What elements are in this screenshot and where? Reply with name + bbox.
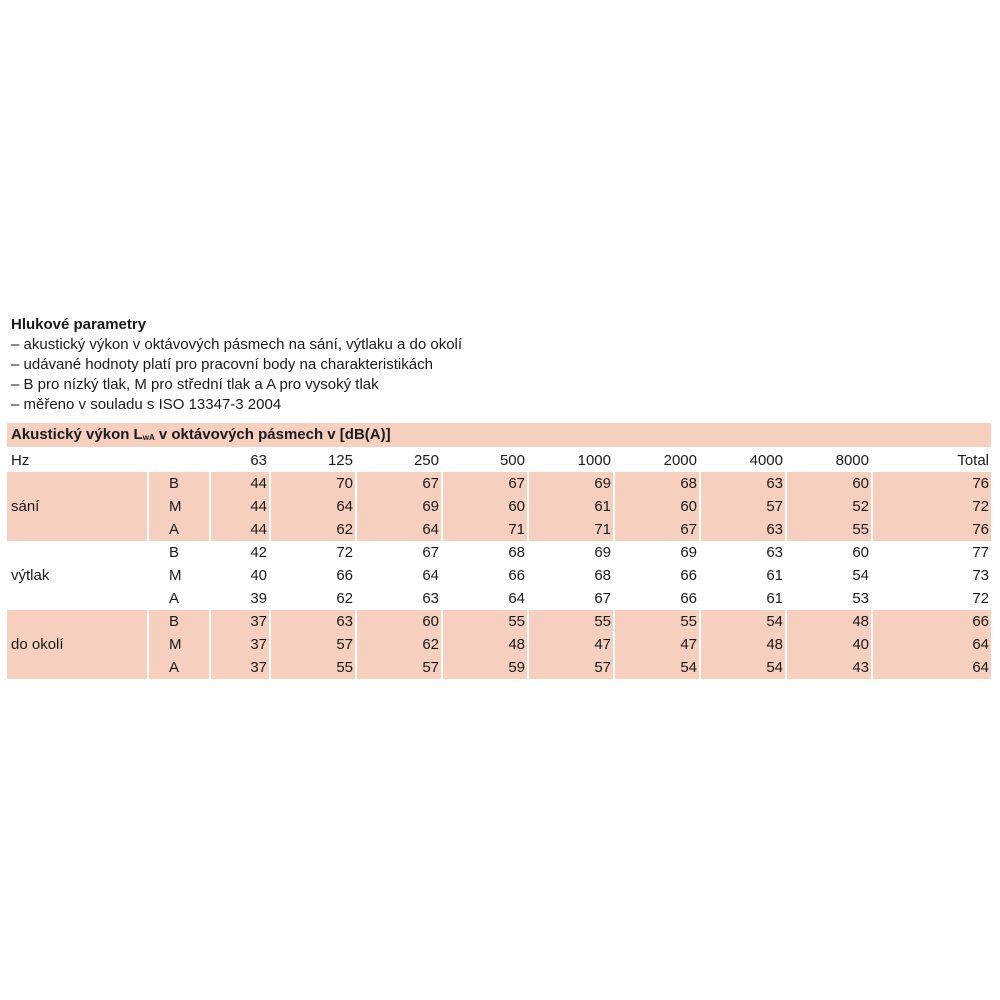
intro-line: – udávané hodnoty platí pro pracovní body na charakteristikách	[11, 356, 433, 373]
table-cell: 68	[594, 567, 611, 584]
table-cell: 60	[613, 495, 699, 518]
table-cell: 44	[209, 495, 269, 518]
table-cell: 48	[441, 633, 527, 656]
table-cell: 55	[785, 518, 871, 541]
table-cell: 48	[785, 610, 871, 633]
table-cell: 63	[699, 518, 785, 541]
table-body	[7, 449, 991, 679]
table-cell: 72	[336, 544, 353, 561]
intro-line: – akustický výkon v oktávových pásmech na sání, výtlaku a do okolí	[11, 336, 463, 353]
table-cell: 69	[594, 544, 611, 561]
table-cell: 59	[441, 656, 527, 679]
table-cell: 62	[355, 633, 441, 656]
header-col-500: 500	[441, 449, 527, 472]
table-row	[7, 564, 991, 587]
table-cell: 39	[250, 590, 267, 607]
table-cell: 55	[527, 610, 613, 633]
pressure-level: A	[149, 518, 209, 541]
table-cell: 60	[785, 472, 871, 495]
intro-line: – B pro nízký tlak, M pro střední tlak a A pro vysoký tlak	[11, 376, 379, 393]
table-cell: 72	[871, 495, 991, 518]
table-cell: 66	[336, 567, 353, 584]
header-col-total: Total	[871, 449, 991, 472]
table-row	[7, 587, 991, 610]
header-col-8000: 8000	[785, 449, 871, 472]
table-cell: 67	[355, 472, 441, 495]
table-row	[7, 541, 991, 564]
header-col-125: 125	[269, 449, 355, 472]
table-cell: 54	[699, 610, 785, 633]
table-row	[7, 518, 991, 541]
intro-line: – měřeno v souladu s ISO 13347-3 2004	[11, 396, 282, 413]
header-col-1000: 1000	[527, 449, 613, 472]
table-cell: 70	[269, 472, 355, 495]
table-cell: 57	[355, 656, 441, 679]
table-row	[7, 472, 991, 495]
table-cell: 55	[613, 610, 699, 633]
table-cell: 62	[269, 518, 355, 541]
pressure-level: B	[149, 472, 209, 495]
table-cell: 61	[766, 567, 783, 584]
table-cell: 68	[613, 472, 699, 495]
pressure-level: M	[169, 567, 182, 584]
table-cell: 53	[852, 590, 869, 607]
table-title-suffix: v oktávových pásmech v [dB(A)]	[154, 426, 391, 443]
table-row	[7, 633, 991, 656]
table-cell: 47	[527, 633, 613, 656]
table-cell: 37	[209, 610, 269, 633]
table-cell: 57	[527, 656, 613, 679]
table-cell: 61	[527, 495, 613, 518]
table-cell: 76	[871, 472, 991, 495]
table-cell: 68	[508, 544, 525, 561]
pressure-level: A	[169, 590, 180, 607]
table-cell: 60	[355, 610, 441, 633]
table-cell: 66	[508, 567, 525, 584]
table-cell: 60	[441, 495, 527, 518]
table-cell: 63	[699, 472, 785, 495]
table-cell: 62	[336, 590, 353, 607]
table-header-row	[7, 449, 991, 472]
table-title	[7, 423, 991, 449]
table-cell: 61	[766, 590, 783, 607]
table-cell: 42	[250, 544, 267, 561]
table-cell: 71	[527, 518, 613, 541]
table-title-prefix: Akustický výkon L	[11, 426, 143, 443]
acoustic-table-wrap	[7, 423, 991, 679]
group-label: sání	[7, 472, 149, 541]
header-col-4000: 4000	[699, 449, 785, 472]
table-cell: 64	[355, 518, 441, 541]
header-hz-label: Hz	[7, 449, 149, 472]
table-cell: 54	[852, 567, 869, 584]
table-cell: 54	[699, 656, 785, 679]
table-cell: 64	[871, 656, 991, 679]
table-cell: 69	[680, 544, 697, 561]
table-cell: 37	[209, 656, 269, 679]
table-title-subscript: wA	[142, 433, 155, 442]
pressure-level: B	[149, 610, 209, 633]
table-cell: 44	[209, 472, 269, 495]
acoustic-power-table	[7, 449, 991, 679]
table-cell: 72	[972, 590, 989, 607]
table-cell: 54	[613, 656, 699, 679]
table-cell: 76	[871, 518, 991, 541]
header-spacer	[149, 449, 209, 472]
group-label: výtlak	[11, 567, 50, 584]
table-cell: 48	[699, 633, 785, 656]
pressure-level: M	[149, 633, 209, 656]
table-cell: 37	[209, 633, 269, 656]
table-cell: 57	[269, 633, 355, 656]
header-col-2000: 2000	[613, 449, 699, 472]
table-cell: 64	[269, 495, 355, 518]
table-cell: 69	[527, 472, 613, 495]
intro-heading: Hlukové parametry	[11, 316, 147, 333]
header-col-63: 63	[209, 449, 269, 472]
table-row	[7, 495, 991, 518]
table-cell: 57	[699, 495, 785, 518]
table-cell: 40	[785, 633, 871, 656]
table-cell: 64	[422, 567, 439, 584]
table-cell: 63	[766, 544, 783, 561]
table-cell: 60	[852, 544, 869, 561]
pressure-level: B	[169, 544, 180, 561]
table-row	[7, 656, 991, 679]
table-cell: 63	[422, 590, 439, 607]
table-cell: 66	[680, 567, 697, 584]
pressure-level: A	[149, 656, 209, 679]
table-cell: 66	[871, 610, 991, 633]
table-cell: 43	[785, 656, 871, 679]
table-cell: 77	[972, 544, 989, 561]
table-cell: 55	[269, 656, 355, 679]
table-cell: 66	[680, 590, 697, 607]
table-cell: 55	[441, 610, 527, 633]
pressure-level: M	[149, 495, 209, 518]
table-cell: 44	[209, 518, 269, 541]
table-cell: 67	[422, 544, 439, 561]
table-cell: 73	[972, 567, 989, 584]
intro-block	[11, 315, 462, 415]
table-cell: 67	[613, 518, 699, 541]
table-cell: 64	[871, 633, 991, 656]
table-cell: 69	[355, 495, 441, 518]
table-cell: 47	[613, 633, 699, 656]
table-cell: 67	[594, 590, 611, 607]
header-col-250: 250	[355, 449, 441, 472]
table-cell: 63	[269, 610, 355, 633]
group-label: do okolí	[7, 610, 149, 679]
table-cell: 40	[250, 567, 267, 584]
table-cell: 52	[785, 495, 871, 518]
table-cell: 67	[441, 472, 527, 495]
table-cell: 71	[441, 518, 527, 541]
table-row	[7, 610, 991, 633]
table-cell: 64	[508, 590, 525, 607]
